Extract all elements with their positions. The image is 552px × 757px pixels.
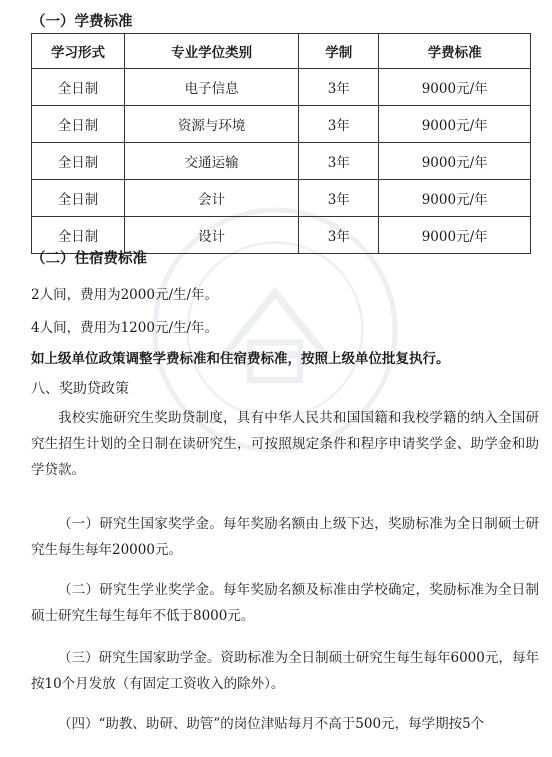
table-cell: 3年 bbox=[299, 217, 379, 254]
table-cell: 全日制 bbox=[32, 180, 125, 217]
table-cell: 3年 bbox=[299, 69, 379, 106]
column-header: 学习形式 bbox=[32, 34, 125, 69]
table-cell: 3年 bbox=[299, 180, 379, 217]
table-cell: 全日制 bbox=[32, 143, 125, 180]
column-header: 学制 bbox=[299, 34, 379, 69]
quad-room-fee: 4人间，费用为1200元/生/年。 bbox=[31, 320, 219, 336]
tuition-table bbox=[31, 33, 531, 254]
double-room-fee: 2人间，费用为2000元/生/年。 bbox=[31, 287, 219, 303]
table-cell: 电子信息 bbox=[125, 69, 299, 106]
paragraph-text: （四）“助教、助研、助管”的岗位津贴每月不高于500元，每学期按5个 bbox=[58, 716, 485, 732]
table-cell: 全日制 bbox=[32, 106, 125, 143]
scholarship-intro-paragraph bbox=[31, 405, 539, 483]
table-cell: 会计 bbox=[125, 180, 299, 217]
table-cell: 全日制 bbox=[32, 69, 125, 106]
accommodation-section-title: （二）住宿费标准 bbox=[31, 251, 147, 267]
tuition-section-title: （一）学费标准 bbox=[31, 14, 133, 30]
table-cell: 9000元/年 bbox=[379, 217, 531, 254]
scholarship-section-title: 八、奖助贷政策 bbox=[31, 381, 129, 397]
column-header: 学费标准 bbox=[379, 34, 531, 69]
paragraph-text: （一）研究生国家奖学金。每年奖励名额由上级下达，奖励标准为全日制硕士研究生每生每年20000元。 bbox=[31, 516, 539, 558]
paragraph-text: （三）研究生国家助学金。资助标准为全日制硕士研究生每生每年6000元，每年按10个月发放（有固定工资收入的除外）。 bbox=[31, 650, 539, 692]
policy-notice: 如上级单位政策调整学费标准和住宿费标准，按照上级单位批复执行。 bbox=[31, 351, 450, 367]
assistantship-paragraph bbox=[31, 711, 539, 737]
table-row bbox=[32, 106, 531, 143]
table-cell: 设计 bbox=[125, 217, 299, 254]
table-cell: 资源与环境 bbox=[125, 106, 299, 143]
table-row bbox=[32, 143, 531, 180]
national-scholarship-paragraph bbox=[31, 511, 539, 563]
table-row bbox=[32, 69, 531, 106]
table-cell: 9000元/年 bbox=[379, 69, 531, 106]
table-cell: 9000元/年 bbox=[379, 106, 531, 143]
academic-scholarship-paragraph bbox=[31, 577, 539, 629]
national-grant-paragraph bbox=[31, 645, 539, 697]
table-cell: 交通运输 bbox=[125, 143, 299, 180]
table-cell: 9000元/年 bbox=[379, 180, 531, 217]
column-header: 专业学位类别 bbox=[125, 34, 299, 69]
paragraph-text: （二）研究生学业奖学金。每年奖励名额及标准由学校确定，奖励标准为全日制硕士研究生每生每年不低于8000元。 bbox=[31, 582, 539, 624]
table-cell: 9000元/年 bbox=[379, 143, 531, 180]
table-cell: 3年 bbox=[299, 106, 379, 143]
table-row bbox=[32, 180, 531, 217]
table-cell: 全日制 bbox=[32, 217, 125, 254]
table-header-row bbox=[32, 34, 531, 69]
paragraph-text: 我校实施研究生奖助贷制度，具有中华人民共和国国籍和我校学籍的纳入全国研究生招生计划的全日制在读研究生，可按照规定条件和程序申请奖学金、助学金和助学贷款。 bbox=[31, 410, 539, 478]
table-cell: 3年 bbox=[299, 143, 379, 180]
